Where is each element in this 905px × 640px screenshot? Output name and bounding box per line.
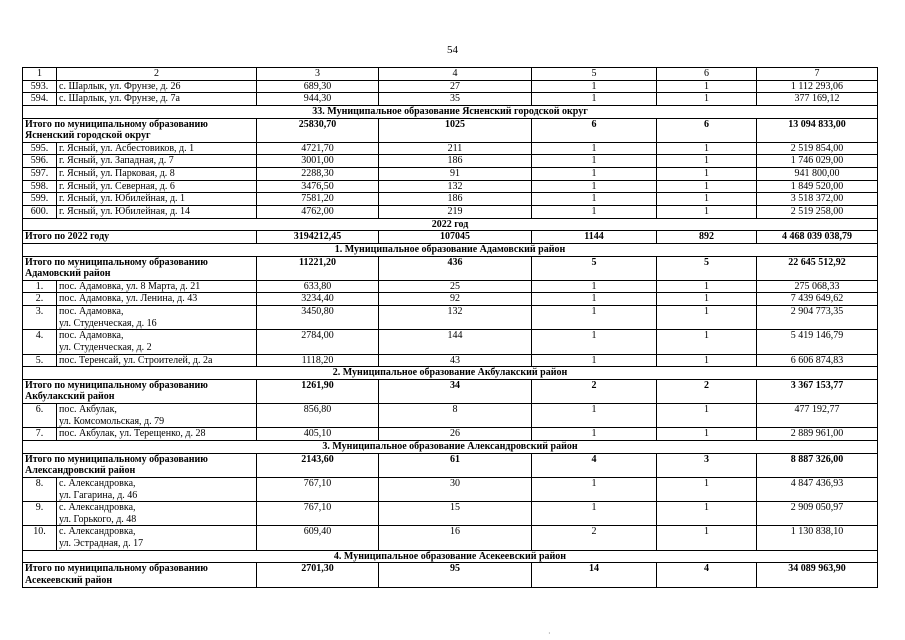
count-value: 1 (657, 155, 757, 168)
cost-value: 6 606 874,83 (757, 354, 878, 367)
total-value: 25830,70 (257, 118, 379, 142)
total-value: 2 (532, 379, 657, 403)
houses-value: 1 (532, 206, 657, 219)
address: пос. Адамовка, ул. Ленина, д. 43 (57, 293, 257, 306)
cost-value: 477 192,77 (757, 404, 878, 428)
residents-value: 27 (379, 80, 532, 93)
section-title: 33. Муниципальное образование Ясненский городской округ (23, 105, 878, 118)
houses-value: 1 (532, 142, 657, 155)
houses-value: 1 (532, 404, 657, 428)
section-title: 2. Муниципальное образование Акбулакский район (23, 367, 878, 380)
total-label: Итого по муниципальному образованию Ясненский городской округ (23, 118, 257, 142)
table-row (23, 142, 878, 155)
table-row (23, 354, 878, 367)
total-row (23, 453, 878, 477)
row-number: 5. (23, 354, 57, 367)
cost-value: 2 519 258,00 (757, 206, 878, 219)
cost-value: 377 169,12 (757, 93, 878, 106)
area-value: 405,10 (257, 428, 379, 441)
row-number: 7. (23, 428, 57, 441)
area-value: 3234,40 (257, 293, 379, 306)
total-value: 5 (532, 256, 657, 280)
row-number: 600. (23, 206, 57, 219)
row-number: 597. (23, 168, 57, 181)
total-label: Итого по муниципальному образованию Асекеевский район (23, 563, 257, 587)
houses-value: 1 (532, 93, 657, 106)
section-header-row (23, 105, 878, 118)
total-value: 1025 (379, 118, 532, 142)
houses-value: 1 (532, 280, 657, 293)
table-row (23, 168, 878, 181)
section-header-row (23, 218, 878, 231)
total-value: 95 (379, 563, 532, 587)
residents-value: 186 (379, 193, 532, 206)
table-row (23, 526, 878, 550)
count-value: 1 (657, 280, 757, 293)
total-value: 34 (379, 379, 532, 403)
total-value: 892 (657, 231, 757, 244)
total-value: 4 468 039 038,79 (757, 231, 878, 244)
section-title: 2022 год (23, 218, 878, 231)
area-value: 3476,50 (257, 180, 379, 193)
total-row (23, 256, 878, 280)
address: г. Ясный, ул. Западная, д. 7 (57, 155, 257, 168)
column-number-row (23, 68, 878, 81)
cost-value: 2 889 961,00 (757, 428, 878, 441)
area-value: 944,30 (257, 93, 379, 106)
address: с. Александровка, ул. Горького, д. 48 (57, 502, 257, 526)
residents-value: 144 (379, 330, 532, 354)
row-number: 1. (23, 280, 57, 293)
residents-value: 30 (379, 477, 532, 501)
page-number: 54 (447, 44, 458, 56)
area-value: 3001,00 (257, 155, 379, 168)
table-row (23, 155, 878, 168)
row-number: 593. (23, 80, 57, 93)
count-value: 1 (657, 142, 757, 155)
area-value: 2784,00 (257, 330, 379, 354)
row-number: 595. (23, 142, 57, 155)
residents-value: 211 (379, 142, 532, 155)
cost-value: 1 849 520,00 (757, 180, 878, 193)
total-row (23, 118, 878, 142)
residents-value: 186 (379, 155, 532, 168)
address: пос. Теренсай, ул. Строителей, д. 2а (57, 354, 257, 367)
area-value: 767,10 (257, 502, 379, 526)
table-row (23, 93, 878, 106)
total-value: 34 089 963,90 (757, 563, 878, 587)
area-value: 609,40 (257, 526, 379, 550)
total-value: 2143,60 (257, 453, 379, 477)
table-row (23, 404, 878, 428)
count-value: 1 (657, 80, 757, 93)
cost-value: 1 112 293,06 (757, 80, 878, 93)
count-value: 1 (657, 168, 757, 181)
data-table (22, 67, 878, 588)
count-value: 1 (657, 193, 757, 206)
cost-value: 4 847 436,93 (757, 477, 878, 501)
cost-value: 2 904 773,35 (757, 306, 878, 330)
total-value: 14 (532, 563, 657, 587)
table-body (23, 68, 878, 588)
total-value: 1144 (532, 231, 657, 244)
count-value: 1 (657, 293, 757, 306)
area-value: 2288,30 (257, 168, 379, 181)
total-label: Итого по муниципальному образованию Адамовский район (23, 256, 257, 280)
column-number-cell: 7 (757, 68, 878, 81)
table-row (23, 306, 878, 330)
cost-value: 1 130 838,10 (757, 526, 878, 550)
count-value: 1 (657, 354, 757, 367)
residents-value: 219 (379, 206, 532, 219)
residents-value: 92 (379, 293, 532, 306)
table-row (23, 477, 878, 501)
total-value: 8 887 326,00 (757, 453, 878, 477)
total-value: 13 094 833,00 (757, 118, 878, 142)
total-value: 107045 (379, 231, 532, 244)
houses-value: 1 (532, 354, 657, 367)
count-value: 1 (657, 306, 757, 330)
residents-value: 132 (379, 180, 532, 193)
count-value: 1 (657, 93, 757, 106)
houses-value: 1 (532, 428, 657, 441)
cost-value: 7 439 649,62 (757, 293, 878, 306)
address: г. Ясный, ул. Юбилейная, д. 1 (57, 193, 257, 206)
count-value: 1 (657, 428, 757, 441)
section-title: 1. Муниципальное образование Адамовский район (23, 243, 878, 256)
table-row (23, 428, 878, 441)
row-number: 10. (23, 526, 57, 550)
area-value: 856,80 (257, 404, 379, 428)
count-value: 1 (657, 206, 757, 219)
count-value: 1 (657, 330, 757, 354)
houses-value: 2 (532, 526, 657, 550)
section-title: 4. Муниципальное образование Асекеевский район (23, 550, 878, 563)
cost-value: 3 518 372,00 (757, 193, 878, 206)
total-value: 3 367 153,77 (757, 379, 878, 403)
residents-value: 15 (379, 502, 532, 526)
total-value: 3194212,45 (257, 231, 379, 244)
total-value: 6 (532, 118, 657, 142)
area-value: 3450,80 (257, 306, 379, 330)
area-value: 7581,20 (257, 193, 379, 206)
table-row (23, 193, 878, 206)
houses-value: 1 (532, 306, 657, 330)
scan-mark: · (548, 629, 551, 638)
cost-value: 275 068,33 (757, 280, 878, 293)
total-label: Итого по муниципальному образованию Александровский район (23, 453, 257, 477)
column-number-cell: 4 (379, 68, 532, 81)
total-row (23, 563, 878, 587)
residents-value: 25 (379, 280, 532, 293)
area-value: 4762,00 (257, 206, 379, 219)
residents-value: 132 (379, 306, 532, 330)
table-row (23, 280, 878, 293)
row-number: 3. (23, 306, 57, 330)
row-number: 6. (23, 404, 57, 428)
total-value: 436 (379, 256, 532, 280)
column-number-cell: 3 (257, 68, 379, 81)
address: г. Ясный, ул. Парковая, д. 8 (57, 168, 257, 181)
residents-value: 35 (379, 93, 532, 106)
address: с. Шарлык, ул. Фрунзе, д. 26 (57, 80, 257, 93)
houses-value: 1 (532, 168, 657, 181)
total-row (23, 231, 878, 244)
section-header-row (23, 243, 878, 256)
houses-value: 1 (532, 180, 657, 193)
row-number: 599. (23, 193, 57, 206)
section-title: 3. Муниципальное образование Александровский район (23, 441, 878, 454)
houses-value: 1 (532, 330, 657, 354)
total-value: 4 (657, 563, 757, 587)
residents-value: 8 (379, 404, 532, 428)
row-number: 594. (23, 93, 57, 106)
total-value: 5 (657, 256, 757, 280)
area-value: 689,30 (257, 80, 379, 93)
column-number-cell: 2 (57, 68, 257, 81)
address: г. Ясный, ул. Асбестовиков, д. 1 (57, 142, 257, 155)
column-number-cell: 6 (657, 68, 757, 81)
total-row (23, 379, 878, 403)
table-row (23, 80, 878, 93)
count-value: 1 (657, 180, 757, 193)
address: г. Ясный, ул. Юбилейная, д. 14 (57, 206, 257, 219)
section-header-row (23, 550, 878, 563)
total-value: 4 (532, 453, 657, 477)
count-value: 1 (657, 502, 757, 526)
houses-value: 1 (532, 80, 657, 93)
row-number: 9. (23, 502, 57, 526)
total-value: 6 (657, 118, 757, 142)
table-row (23, 206, 878, 219)
table-row (23, 180, 878, 193)
address: пос. Адамовка, ул. Студенческая, д. 16 (57, 306, 257, 330)
total-value: 2701,30 (257, 563, 379, 587)
address: пос. Адамовка, ул. 8 Марта, д. 21 (57, 280, 257, 293)
total-value: 2 (657, 379, 757, 403)
total-label: Итого по муниципальному образованию Акбулакский район (23, 379, 257, 403)
row-number: 598. (23, 180, 57, 193)
row-number: 4. (23, 330, 57, 354)
houses-value: 1 (532, 193, 657, 206)
area-value: 633,80 (257, 280, 379, 293)
table-row (23, 330, 878, 354)
address: пос. Акбулак, ул. Терещенко, д. 28 (57, 428, 257, 441)
row-number: 8. (23, 477, 57, 501)
total-value: 22 645 512,92 (757, 256, 878, 280)
area-value: 1118,20 (257, 354, 379, 367)
address: пос. Акбулак, ул. Комсомольская, д. 79 (57, 404, 257, 428)
residents-value: 91 (379, 168, 532, 181)
residents-value: 26 (379, 428, 532, 441)
cost-value: 2 909 050,97 (757, 502, 878, 526)
total-value: 3 (657, 453, 757, 477)
row-number: 596. (23, 155, 57, 168)
cost-value: 2 519 854,00 (757, 142, 878, 155)
table-row (23, 502, 878, 526)
area-value: 4721,70 (257, 142, 379, 155)
address: г. Ясный, ул. Северная, д. 6 (57, 180, 257, 193)
address: пос. Адамовка, ул. Студенческая, д. 2 (57, 330, 257, 354)
count-value: 1 (657, 404, 757, 428)
total-label: Итого по 2022 году (23, 231, 257, 244)
cost-value: 941 800,00 (757, 168, 878, 181)
column-number-cell: 1 (23, 68, 57, 81)
row-number: 2. (23, 293, 57, 306)
houses-value: 1 (532, 293, 657, 306)
houses-value: 1 (532, 155, 657, 168)
cost-value: 5 419 146,79 (757, 330, 878, 354)
section-header-row (23, 441, 878, 454)
residents-value: 43 (379, 354, 532, 367)
address: с. Александровка, ул. Эстрадная, д. 17 (57, 526, 257, 550)
table-row (23, 293, 878, 306)
houses-value: 1 (532, 477, 657, 501)
area-value: 767,10 (257, 477, 379, 501)
column-number-cell: 5 (532, 68, 657, 81)
address: с. Александровка, ул. Гагарина, д. 46 (57, 477, 257, 501)
count-value: 1 (657, 477, 757, 501)
count-value: 1 (657, 526, 757, 550)
houses-value: 1 (532, 502, 657, 526)
section-header-row (23, 367, 878, 380)
total-value: 11221,20 (257, 256, 379, 280)
address: с. Шарлык, ул. Фрунзе, д. 7а (57, 93, 257, 106)
cost-value: 1 746 029,00 (757, 155, 878, 168)
residents-value: 16 (379, 526, 532, 550)
total-value: 1261,90 (257, 379, 379, 403)
total-value: 61 (379, 453, 532, 477)
